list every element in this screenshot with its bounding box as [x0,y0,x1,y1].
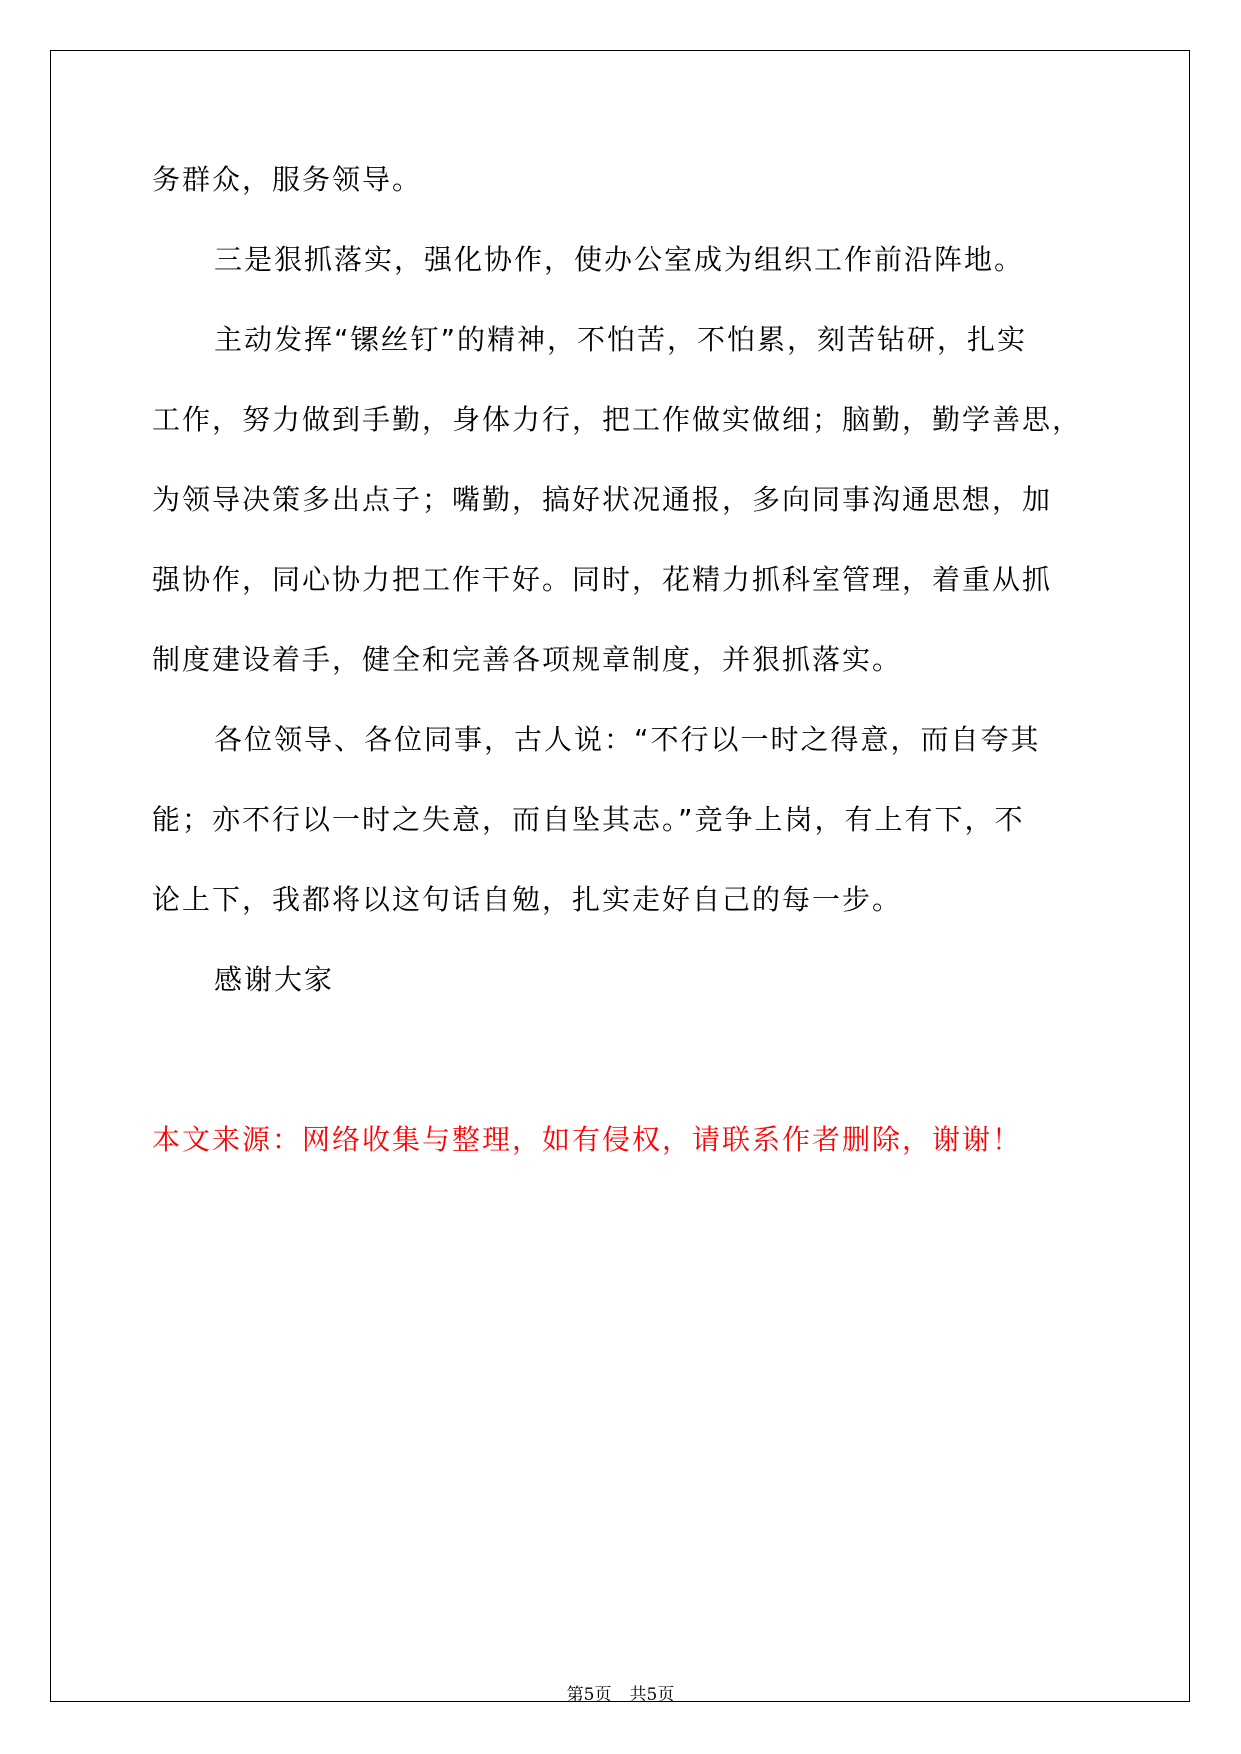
paragraph-line: 能；亦不行以一时之失意，而自坠其志。”竞争上岗，有上有下，不 [152,803,1025,836]
total-page-count: 共5页 [629,1685,675,1705]
spacer [152,1040,1092,1120]
current-page-number: 第5页 [566,1685,612,1705]
paragraph-line: 强协作，同心协力把工作干好。同时，花精力抓科室管理，着重从抓 [152,563,1053,596]
paragraph-line: 制度建设着手，健全和完善各项规章制度，并狠抓落实。 [152,643,903,676]
paragraph-line: 工作，努力做到手勤，身体力行，把工作做实做细；脑勤，勤学善思， [152,403,1083,436]
paragraph-line: 为领导决策多出点子；嘴勤，搞好状况通报，多向同事沟通思想，加 [152,483,1053,516]
paragraph-line: 论上下，我都将以这句话自勉，扎实走好自己的每一步。 [152,883,903,916]
document-body [152,160,1092,1200]
paragraph-line: 主动发挥“镙丝钉”的精神，不怕苦，不怕累，刻苦钻研，扎实 [214,323,1028,356]
paragraph-line: 各位领导、各位同事，古人说：“不行以一时之得意，而自夸其 [214,723,1041,756]
closing-line: 感谢大家 [214,963,335,996]
paragraph-line: 务群众，服务领导。 [152,163,423,196]
source-notice: 本文来源：网络收集与整理，如有侵权，请联系作者删除，谢谢！ [152,1123,1023,1156]
page-footer [0,1680,1241,1705]
paragraph-line: 三是狠抓落实，强化协作，使办公室成为组织工作前沿阵地。 [214,243,1025,276]
